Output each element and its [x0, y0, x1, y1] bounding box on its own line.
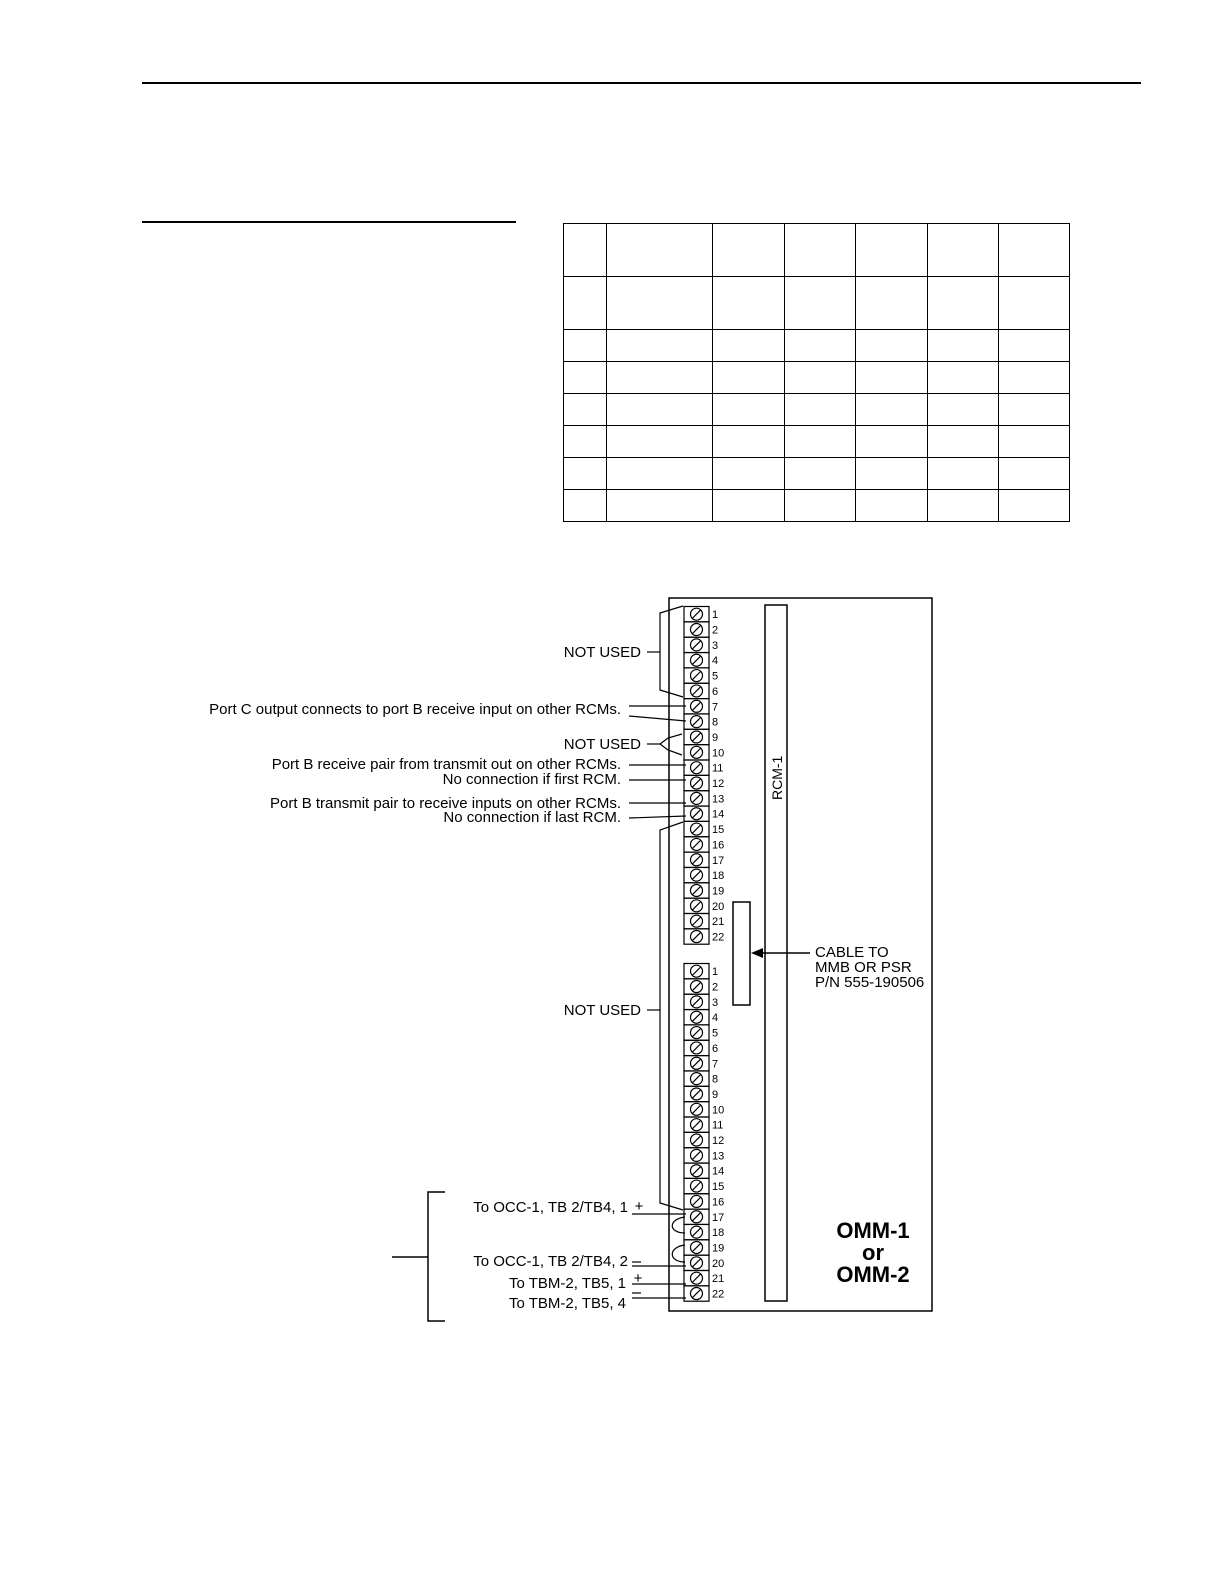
screw-slot — [692, 982, 700, 990]
upper-terminal-number: 19 — [712, 885, 725, 898]
cable-connector — [733, 902, 750, 1005]
lower-terminal-number: 11 — [712, 1119, 724, 1132]
board-title-line1: OMM-1 — [836, 1218, 910, 1243]
screw-slot — [692, 1044, 700, 1052]
tbm-plus-sign: + — [633, 1270, 643, 1287]
not-used-label-2: NOT USED — [563, 736, 641, 753]
screw-slot — [692, 871, 700, 879]
screw-slot — [692, 1167, 700, 1175]
screw-slot — [692, 779, 700, 787]
screw-slot — [692, 825, 700, 833]
screw-slot — [692, 1105, 700, 1113]
upper-terminal-number: 12 — [712, 778, 725, 791]
port-b-rx-label-1: Port B receive pair from transmit out on other RCMs. — [271, 756, 621, 773]
lower-terminal-number: 17 — [712, 1211, 725, 1224]
lower-terminal-number: 9 — [712, 1088, 719, 1101]
screw-slot — [692, 687, 700, 695]
screw-slot — [692, 967, 700, 975]
lower-terminal-number: 4 — [712, 1012, 719, 1025]
cable-label-line3: P/N 555-190506 — [815, 974, 925, 991]
upper-terminal-number: 15 — [712, 824, 725, 837]
screw-slot — [692, 1182, 700, 1190]
screw-slot — [692, 932, 700, 940]
upper-terminal-number: 3 — [712, 639, 719, 652]
upper-terminal-number: 16 — [712, 839, 725, 852]
rcm-label: RCM-1 — [769, 755, 785, 800]
screw-slot — [692, 1289, 700, 1297]
port-b-tx-wire-14 — [629, 816, 686, 818]
upper-terminal-number: 14 — [712, 808, 725, 821]
screw-slot — [692, 1013, 700, 1021]
tbm-plus-label: To TBM-2, TB5, 1 — [509, 1275, 626, 1292]
port-b-tx-label-1: Port B transmit pair to receive inputs on other RCMs. — [270, 795, 621, 812]
screw-slot — [692, 1259, 700, 1267]
upper-terminal-number: 9 — [712, 731, 719, 744]
lower-terminal-number: 6 — [712, 1042, 719, 1055]
screw-slot — [692, 610, 700, 618]
screw-slot — [692, 1228, 700, 1236]
screw-slot — [692, 1274, 700, 1282]
tbm-minus-label: To TBM-2, TB5, 4 — [509, 1295, 626, 1312]
occ-plus-sign: + — [634, 1198, 644, 1215]
upper-terminal-number: 18 — [712, 870, 725, 883]
cable-label-line1: CABLE TO — [815, 944, 889, 961]
upper-terminal-number: 17 — [712, 854, 725, 867]
port-c-label: Port C output connects to port B receive input on other RCMs. — [209, 701, 621, 718]
screw-slot — [692, 840, 700, 848]
upper-terminal-number: 1 — [712, 609, 719, 622]
not-used-label-1: NOT USED — [563, 644, 641, 661]
upper-terminal-number: 7 — [712, 701, 719, 714]
screw-slot — [692, 1151, 700, 1159]
lower-terminal-number: 21 — [712, 1273, 725, 1286]
screw-slot — [692, 1243, 700, 1251]
lower-terminal-number: 12 — [712, 1135, 725, 1148]
upper-terminal-number: 20 — [712, 900, 725, 913]
not-used-bracket-1 — [660, 606, 683, 697]
screw-slot — [692, 1120, 700, 1128]
screw-slot — [692, 810, 700, 818]
upper-terminal-number: 2 — [712, 624, 719, 637]
screw-slot — [692, 917, 700, 925]
board-title-line3: OMM-2 — [836, 1262, 910, 1287]
screw-slot — [692, 1213, 700, 1221]
screw-slot — [692, 856, 700, 864]
screw-slot — [692, 656, 700, 664]
screw-slot — [692, 702, 700, 710]
upper-terminal-number: 4 — [712, 655, 719, 668]
lower-terminal-number: 15 — [712, 1181, 725, 1194]
occ-plus-label: To OCC-1, TB 2/TB4, 1 — [473, 1199, 628, 1216]
screw-slot — [692, 1074, 700, 1082]
screw-slot — [692, 1090, 700, 1098]
screw-slot — [692, 1197, 700, 1205]
screw-slot — [692, 641, 700, 649]
upper-terminal-number: 22 — [712, 931, 725, 944]
lower-terminal-number: 5 — [712, 1027, 719, 1040]
lower-terminal-number: 16 — [712, 1196, 725, 1209]
screw-slot — [692, 794, 700, 802]
screw-slot — [692, 671, 700, 679]
upper-terminal-number: 11 — [712, 762, 724, 775]
lower-terminal-number: 22 — [712, 1288, 725, 1301]
lower-terminal-number: 1 — [712, 966, 719, 979]
lower-terminal-number: 10 — [712, 1104, 725, 1117]
port-c-wire-8 — [629, 716, 686, 721]
screw-slot — [692, 998, 700, 1006]
jumper-19-20 — [672, 1245, 685, 1262]
lower-terminal-number: 2 — [712, 981, 719, 994]
lower-terminal-number: 14 — [712, 1165, 725, 1178]
screw-slot — [692, 763, 700, 771]
port-b-rx-label-2: No connection if first RCM. — [442, 771, 621, 788]
port-b-tx-label-2: No connection if last RCM. — [443, 809, 621, 826]
wiring-group-bracket — [428, 1192, 445, 1321]
cable-label-line2: MMB OR PSR — [815, 959, 912, 976]
upper-terminal-number: 8 — [712, 716, 719, 729]
jumper-17-18 — [672, 1217, 685, 1233]
terminal-block-upper — [684, 607, 724, 945]
not-used-label-3: NOT USED — [563, 1002, 641, 1019]
screw-slot — [692, 733, 700, 741]
not-used-bracket-2 — [660, 734, 682, 755]
upper-terminal-number: 10 — [712, 747, 725, 760]
screw-slot — [692, 886, 700, 894]
cable-arrow-head — [751, 948, 763, 958]
upper-terminal-number: 6 — [712, 685, 719, 698]
lower-terminal-number: 8 — [712, 1073, 719, 1086]
lower-terminal-number: 13 — [712, 1150, 725, 1163]
screw-slot — [692, 717, 700, 725]
lower-terminal-number: 18 — [712, 1227, 725, 1240]
lower-terminal-number: 7 — [712, 1058, 719, 1071]
screw-slot — [692, 625, 700, 633]
lower-terminal-number: 3 — [712, 996, 719, 1009]
screw-slot — [692, 748, 700, 756]
lower-terminal-number: 19 — [712, 1242, 725, 1255]
board-title-line2: or — [862, 1240, 884, 1265]
occ-minus-label: To OCC-1, TB 2/TB4, 2 — [473, 1253, 628, 1270]
lower-terminal-number: 20 — [712, 1257, 725, 1270]
screw-slot — [692, 1028, 700, 1036]
screw-slot — [692, 1136, 700, 1144]
upper-terminal-number: 13 — [712, 793, 725, 806]
upper-terminal-number: 5 — [712, 670, 719, 683]
screw-slot — [692, 1059, 700, 1067]
not-used-bracket-3 — [660, 822, 683, 1210]
screw-slot — [692, 902, 700, 910]
terminal-block-lower — [684, 964, 724, 1302]
upper-terminal-number: 21 — [712, 916, 725, 929]
